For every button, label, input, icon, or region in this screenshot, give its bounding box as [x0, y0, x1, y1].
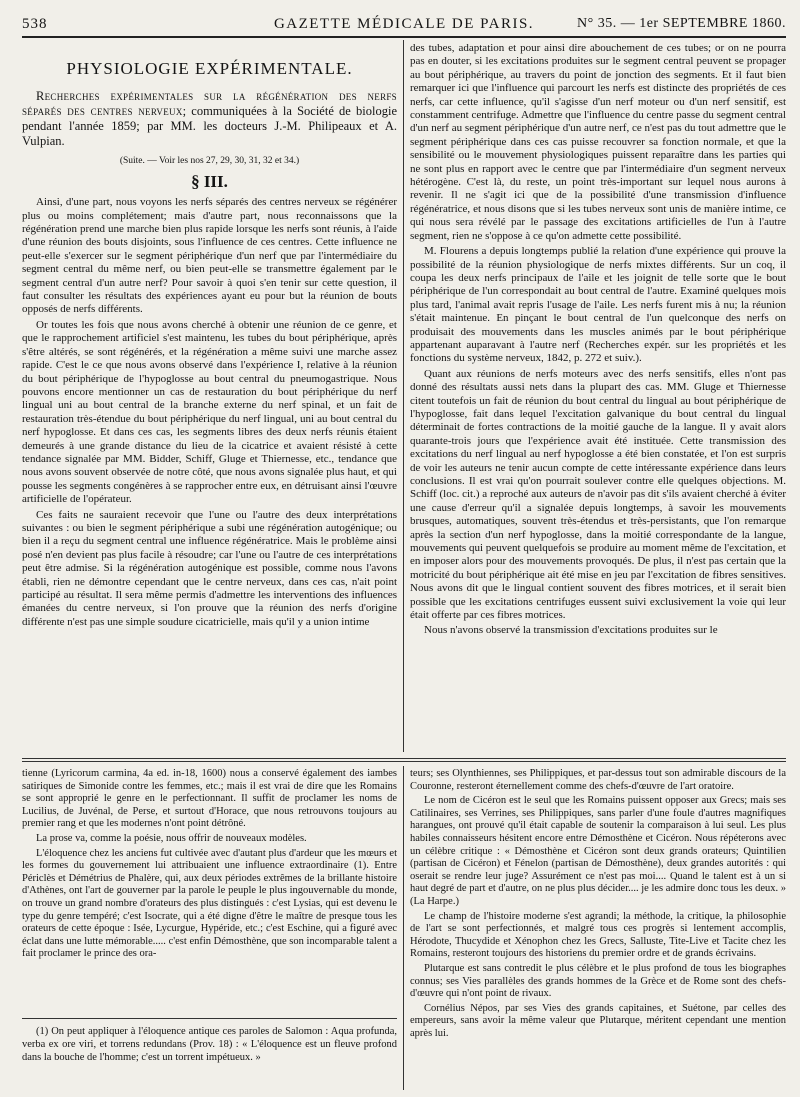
- paragraph: Le nom de Cicéron est le seul que les Romains puissent opposer aux Grecs; mais ses Catilinaires, ses Verrines, ses Philippiques, sans parler d'une foule d'autres magnifiques harangues, ont prouvé qu'il était capable de soutenir la comparaison à lui seul. Les plus habiles connaisseurs hésitent encore entre Démosthène et Cicéron. Nous répéterons avec un célèbre critique : « Démosthène et Cicéron sont deux grands orateurs; Quintilien (partisan de Cicéron) et Fénelon (partisan de Démosthène), deux grandes autorités : qui oserait se rendre leur juge? Assurément ce n'est pas moi.... Quand le talent est à un si haut degré de part et d'autre, on ne plus plus décider.... je les admire donc tous les deux. » (La Harpe.): [410, 795, 786, 907]
- paragraph: L'éloquence chez les anciens fut cultivée avec d'autant plus d'ardeur que les mœurs et les formes du gouvernement lui attribuaient une influence extraordinaire (1). Entre Périclès et Démétrius de Phalère, qui, aux deux périodes extrêmes de la brillante histoire d'Athènes, ont l'art de gouverner par la parole le peuple le plus ingouvernable du monde, on trouve un grand nombre d'orateurs des plus distingués : c'est Lysias, qui est devenu le type du genre tempéré; c'est Isocrate, qui a été digne d'être le maître de presque tous les orateurs de cette époque : Isée, Lycurgue, Hypéride, etc.; c'est Eschine, qui a figuré avec éclat dans une lutte mémorable..... c'est enfin Démosthène, que son incomparable talent a fait proclamer le prince des ora-: [22, 847, 397, 960]
- article-heading-rest: ; communiquées à la Société de biologie pendant l'année 1859; par MM. les docteurs J.-M. Philipeaux et A. Vulpian.: [22, 104, 397, 149]
- page-header: [22, 14, 786, 34]
- header-rule: [22, 36, 786, 38]
- paragraph: La prose va, comme la poésie, nous offrir de nouveaux modèles.: [36, 832, 307, 844]
- footnote: [22, 1025, 397, 1090]
- journal-title: GAZETTE MÉDICALE DE PARIS.: [273, 16, 535, 32]
- left-column-bottom: [22, 768, 397, 1023]
- footnote-rule: [22, 1018, 397, 1019]
- paragraph: Quant aux réunions de nerfs moteurs avec des nerfs sensitifs, elles n'ont pas donné des résultats aussi nets dans la plupart des cas. MM. Gluge et Thiernesse citent toutefois un fait de réunion du bout central du lingual au bout périphérique de l'hypoglosse, fait dans lequel l'excitation galvanique du bout central du lingual déterminait de fortes contractions de la moitié gauche de la langue. Il y avait alors quarante-trois jours que l'expérience avait été instituée. Cette transmission des excitations du nerf lingual au nerf hypoglosse a été bien constatée, et l'on est surpris de voir les auteurs ne tenir aucun compte de cette intéressante expérience dans leurs conclusions. Il est vrai qu'on pourrait soulever contre elle quelques objections. M. Schiff (loc. cit.) a reproché aux auteurs de n'avoir pas dit s'ils avaient cherché à éviter une cause d'erreur qu'il a signalée depuis longtemps, à savoir les mouvements brusques, automatiques, souvent très-étendus et très-persistants, que l'on remarque après la section d'un nerf hypoglosse, dans la moitié correspondante de la langue, mouvements qui peuvent quelquefois se produire au moment même de l'excitation, et en imposer alors pour des mouvements provoqués. De plus, il n'est pas certain que la motricité du bout périphérique ait été mise en jeu par l'excitation de fibres sensitives. Nous avons dit que le lingual contient souvent des fibres motrices, et il serait bien possible que les excitations centrifuges eussent suivi exclusivement la voie qui leur était offerte par ces fibres motrices.: [410, 367, 786, 622]
- right-column-top: [410, 42, 786, 752]
- paragraph: des tubes, adaptation et pour ainsi dire abouchement de ces tubes; or on ne pourra pas en douter, si les excitations produites sur le segment central peuvent se propager au bout périphérique, au travers du point de jonction des segments. Et il faut bien remarquer ici que l'influence qui parcourt les nerfs est distincte des propriétés de ces nerfs, car cette influence, qu'il s'agisse d'un nerf moteur ou d'un nerf sensitif, est constamment centrifuge. Admettre que l'influence du centre passe du segment central d'un nerf au segment périphérique d'un autre nerf, ce n'est pas du tout admettre que le segment périphérique dans ces cas puisse recouvrer sa fonction normale, et que la sensibilité ou le mouvement physiologiques puissent reparaître dans les parties qui ne sont plus en rapport avec le centre que par l'intermédiaire d'un segment nerveux hétérogène. C'est là, du reste, un point très-important sur lequel nous aurons à revenir. Il ne s'agit ici que de la possibilité d'une transmission d'influence régénératrice, et nous disons que si les tubes nerveux sont unis de manière intime, ce qui nous sera révélé par le passage des excitations artificielles de l'un à l'autre segment, rien ne s'oppose à ce qu'on admette cette possibilité.: [410, 42, 786, 242]
- paragraph: Le champ de l'histoire moderne s'est agrandi; la méthode, la critique, la philosophie de l'art se sont perfectionnés, et malgré tous ces progrès si lentement accomplis, Hérodote, Thucydide et Xénophon chez les Grecs, Salluste, Tite-Live et Tacite chez les Romains, resteront toujours des historiens du premier ordre et de grands écrivains.: [410, 910, 786, 960]
- paragraph: Plutarque est sans contredit le plus célèbre et le plus profond de tous les biographes connus; ses Vies parallèles des grands hommes de la Grèce et de Rome sont des chefs-d'œuvre qui n'ont point de rivaux.: [410, 962, 786, 1000]
- page-number: 538: [22, 16, 48, 32]
- paragraph: teurs; ses Olynthiennes, ses Philippiques, et par-dessus tout son admirable discours de la Couronne, resteront éternellement comme des chefs-d'œuvre de l'art oratoire.: [410, 768, 786, 792]
- paragraph: Ces faits ne sauraient recevoir que l'une ou l'autre des deux interprétations suivantes : ou bien le segment périphérique a subi une régénération autogénique; ou bien il a reçu du segment central une influence régénératrice. Mais le problème ainsi posé n'en devient pas plus facile à résoudre; car l'une ou l'autre de ces interprétations peut être admise. Si la régénération autogénique est possible, comme nous l'avons établi, rien ne démontre cependant que le centre nerveux, dans ces cas, n'ait point participé au résultat. Il sera même permis d'admettre les interventions des influences émanées du centre nerveux, si l'on prouve que la réunion des nerfs d'origine différente n'est pas une simple soudure cicatricielle, mais qu'il y a union intime: [22, 508, 397, 628]
- right-column-bottom: [410, 768, 786, 1088]
- paragraph: Nous n'avons observé la transmission d'excitations produites sur le: [424, 624, 718, 637]
- column-divider-top: [403, 40, 404, 752]
- paragraph: M. Flourens a depuis longtemps publié la relation d'une expérience qui prouve la possibilité de la réunion physiologique de nerfs mixtes différents. Sur un coq, il coupa les deux nerfs principaux de l'aile et les joignit de telle sorte que le bout périphérique de l'un correspondait au bout central de l'autre. Examiné quelques mois plus tard, l'animal avait repris l'usage de l'aile. Les nerfs furent mis à nu; la réunion s'était maintenue. En pinçant le bout central de l'un quelconque des nerfs on produisait des mouvements dans les muscles animés par le bout périphérique appartenant auparavant à l'autre nerf (Recherches expér. sur les propriétés et les fonctions du système nerveux, 1842, p. 272 et suiv.).: [410, 245, 786, 365]
- section-title: PHYSIOLOGIE EXPÉRIMENTALE.: [66, 59, 353, 78]
- left-column-top: [22, 42, 397, 752]
- paragraph: Ainsi, d'une part, nous voyons les nerfs séparés des centres nerveux se régénérer plus ou moins complétement; mais d'autre part, nous reconnaissons que la régénération prend une marche bien plus rapide lorsque les nerfs sont réunis, à l'aide d'une réunion des bouts disjoints, sous l'influence de ces centres. Cette influence ne peut-elle s'exercer sur le segment périphérique d'un nerf que par l'intermédiaire du segment central du même nerf, ou bien peut-elle se transmettre également par le segment central d'un autre nerf? Pour savoir à quoi s'en tenir sur cette question, il faut consulter les résultats des expériences ayant eu pour but la réunion de bouts opposés de nerfs différents.: [22, 196, 397, 316]
- issue-date: N° 35. — 1er SEPTEMBRE 1860.: [577, 16, 786, 31]
- paragraph: tienne (Lyricorum carmina, 4a ed. in-18, 1600) nous a conservé également des iambes satiriques de Simonide contre les femmes, etc.; mais il est vrai de dire que les Romains se sont approprié le genre en le perfectionnant. Il suffit de proclamer les noms de Lucilius, de Juvénal, de Perse, et surtout d'Horace, que nous retrouvons toujours au premier rang et que les modernes n'ont point détrôné.: [22, 768, 397, 830]
- section-number: § III.: [191, 171, 228, 191]
- article-heading: [22, 89, 397, 149]
- footnote-text: (1) On peut appliquer à l'éloquence antique ces paroles de Salomon : Aqua profunda, verba ex ore viri, et torrens redundans (Prov. 18) : « L'éloquence est un fleuve profond dans la bouche de l'homme; c'est un torrent impétueux. »: [22, 1026, 397, 1063]
- paragraph: Or toutes les fois que nous avons cherché à obtenir une réunion de ce genre, et que le rapprochement artificiel s'est maintenu, les tubes du bout périphérique, après s'être altérés, se sont régénérés, et la régénération a même suivi une marche assez rapide. C'est le ce que nous avons observé dans l'expérience I, relative à la réunion du bout périphérique de l'hypoglosse au bout central du pneumogastrique. Nous pouvons encore mentionner un cas de restauration du bout périphérique du nerf lingual uni au bout central de la branche externe du nerf spinal, et un fait de restauration très-étendue du bout périphérique du nerf lingual, uni au bout central du nerf hypoglosse. Et dans ces cas, les segments libres des deux nerfs réunis étaient demeurés à une grande distance du lieu de la cicatrice et avaient résisté à cette tendance signalée par MM. Bidder, Schiff, Gluge et Thiernesse, etc., tendance que nous avons souvent observée de notre côté, que nous avons signalée plus haut, et qui pousse les segments congénères à se rapprocher entre eux, en détruisant ainsi l'œuvre artificielle de l'opérateur.: [22, 318, 397, 506]
- column-divider-bottom: [403, 766, 404, 1090]
- feuilleton-rule-second: [22, 761, 786, 762]
- article-heading-caps: Recherches expérimentales sur la régénération des nerfs séparés des centres nerveux: [22, 89, 397, 119]
- paragraph: Cornélius Népos, par ses Vies des grands capitaines, et Suétone, par celles des empereurs, sans avoir la même valeur que Plutarque, méritent cependant une mention après lui.: [410, 1002, 786, 1039]
- continuation-note: (Suite. — Voir les nos 27, 29, 30, 31, 32 et 34.): [119, 156, 300, 167]
- feuilleton-rule: [22, 758, 786, 759]
